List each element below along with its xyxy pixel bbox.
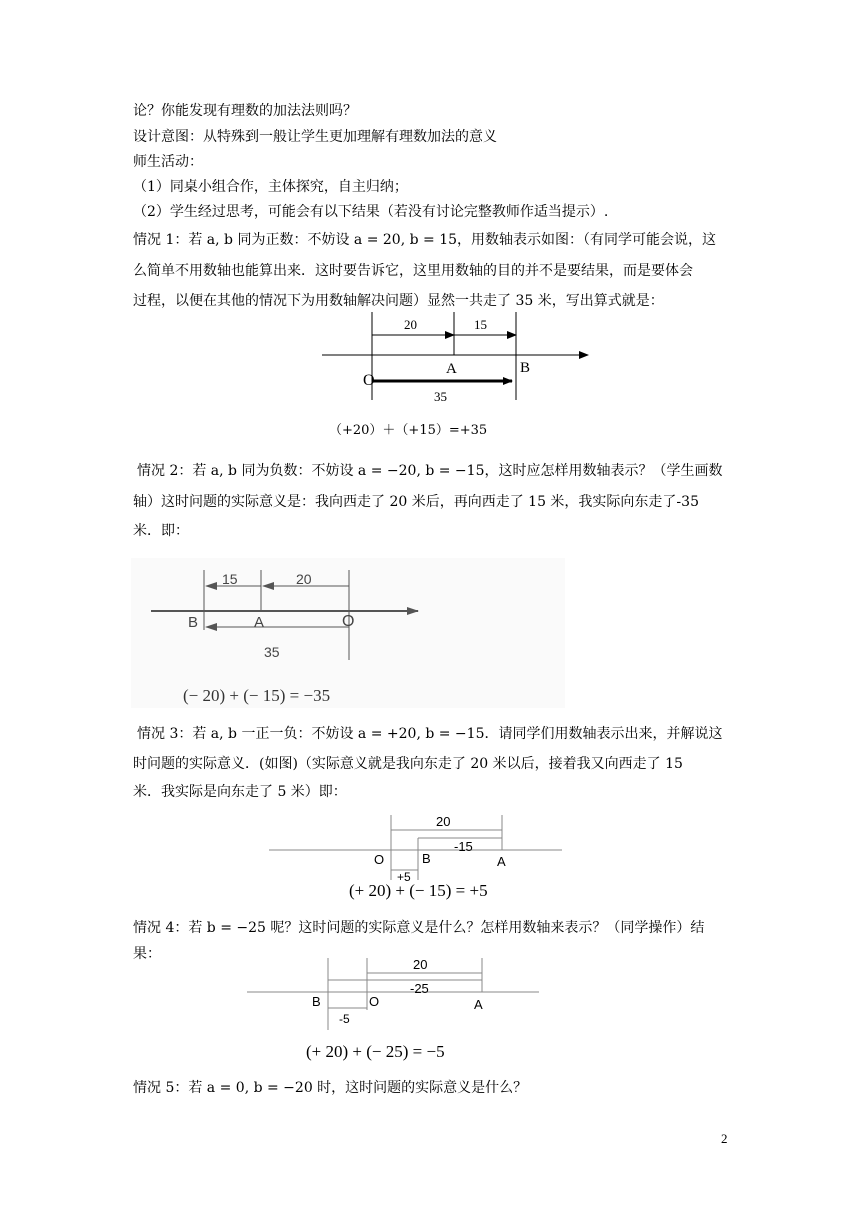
case3-line2: 时问题的实际意义．(如图)（实际意义就是我向东走了 20 米以后，接着我又向西走了 15 bbox=[133, 756, 683, 772]
fig1-origin-label: O bbox=[363, 372, 375, 389]
text-line: 设计意图：从特殊到一般让学生更加理解有理数加法的意义 bbox=[133, 129, 497, 145]
case2-line2: 轴）这时问题的实际意义是：我向西走了 20 米后，再向西走了 15 米，我实际向东走了-35 bbox=[133, 494, 699, 510]
case3-line1: 情况 3：若 a, b 一正一负：不妨设 a = +20, b = −15．请同学们用数轴表示出来，并解说这 bbox=[137, 726, 723, 742]
fig4-seg2-label: -25 bbox=[410, 981, 429, 996]
case1-line3: 过程，以便在其他的情况下为用数轴解决问题）显然一共走了 35 米，写出算式就是： bbox=[133, 293, 664, 309]
text-line: 师生活动： bbox=[133, 154, 203, 170]
fig4-origin-label: O bbox=[369, 994, 380, 1009]
case2-line3: 米．即： bbox=[133, 523, 189, 539]
fig4-point-a-label: A bbox=[474, 997, 483, 1012]
fig2-point-b-label: B bbox=[188, 614, 199, 631]
fig2-point-a-label: A bbox=[254, 614, 265, 631]
fig2-seg1-label: 15 bbox=[222, 571, 238, 587]
case1-line1: 情况 1：若 a, b 同为正数：不妨设 a = 20, b = 15，用数轴表示如图：（有同学可能会说，这 bbox=[133, 232, 717, 248]
page-number: 2 bbox=[721, 1131, 728, 1146]
fig1-seg2-label: 15 bbox=[474, 317, 487, 332]
text-line: （2）学生经过思考，可能会有以下结果（若没有讨论完整教师作适当提示）. bbox=[133, 204, 609, 220]
fig3-seg1-label: 20 bbox=[436, 814, 451, 829]
fig3-point-a-label: A bbox=[497, 854, 506, 869]
case3-line3: 米．我实际是向东走了 5 米）即： bbox=[133, 784, 347, 800]
fig2-origin-label: O bbox=[342, 613, 355, 630]
fig2-equation: (− 20) + (− 15) = −35 bbox=[183, 686, 331, 705]
fig1-point-a-label: A bbox=[446, 361, 457, 377]
text-line: （1）同桌小组合作，主体探究，自主归纳； bbox=[133, 179, 408, 195]
fig1-point-b-label: B bbox=[520, 360, 531, 376]
case5-line1: 情况 5：若 a = 0, b = −20 时，这时问题的实际意义是什么？ bbox=[133, 1080, 528, 1096]
case2-line1: 情况 2：若 a, b 同为负数：不妨设 a = −20, b = −15，这时应怎样用数轴表示？（学生画数 bbox=[137, 463, 723, 479]
fig4-point-b-label: B bbox=[312, 994, 321, 1009]
fig4-seg1-label: 20 bbox=[413, 957, 428, 972]
fig1-equation: （+20）＋（+15）=+35 bbox=[329, 423, 488, 438]
fig1-seg1-label: 20 bbox=[404, 317, 417, 332]
fig3-equation: (+ 20) + (− 15) = +5 bbox=[349, 881, 488, 900]
fig2-total-label: 35 bbox=[264, 644, 280, 660]
case4-line2: 果： bbox=[133, 946, 161, 962]
fig4-result-label: -5 bbox=[339, 1012, 350, 1026]
fig3-result-label: +5 bbox=[397, 870, 411, 884]
text-line: 论？你能发现有理数的加法法则吗？ bbox=[133, 103, 357, 119]
fig2-seg2-label: 20 bbox=[296, 571, 312, 587]
fig3-origin-label: O bbox=[374, 852, 385, 867]
case1-line2: 么简单不用数轴也能算出来．这时要告诉它，这里用数轴的目的并不是要结果，而是要体会 bbox=[133, 263, 693, 279]
fig1-total-label: 35 bbox=[434, 389, 447, 404]
case4-line1: 情况 4：若 b = −25 呢？这时问题的实际意义是什么？怎样用数轴来表示？（同学操作）结 bbox=[133, 920, 705, 936]
fig3-point-b-label: B bbox=[422, 851, 431, 866]
fig4-equation: (+ 20) + (− 25) = −5 bbox=[306, 1042, 445, 1061]
fig3-seg2-label: -15 bbox=[454, 839, 473, 854]
